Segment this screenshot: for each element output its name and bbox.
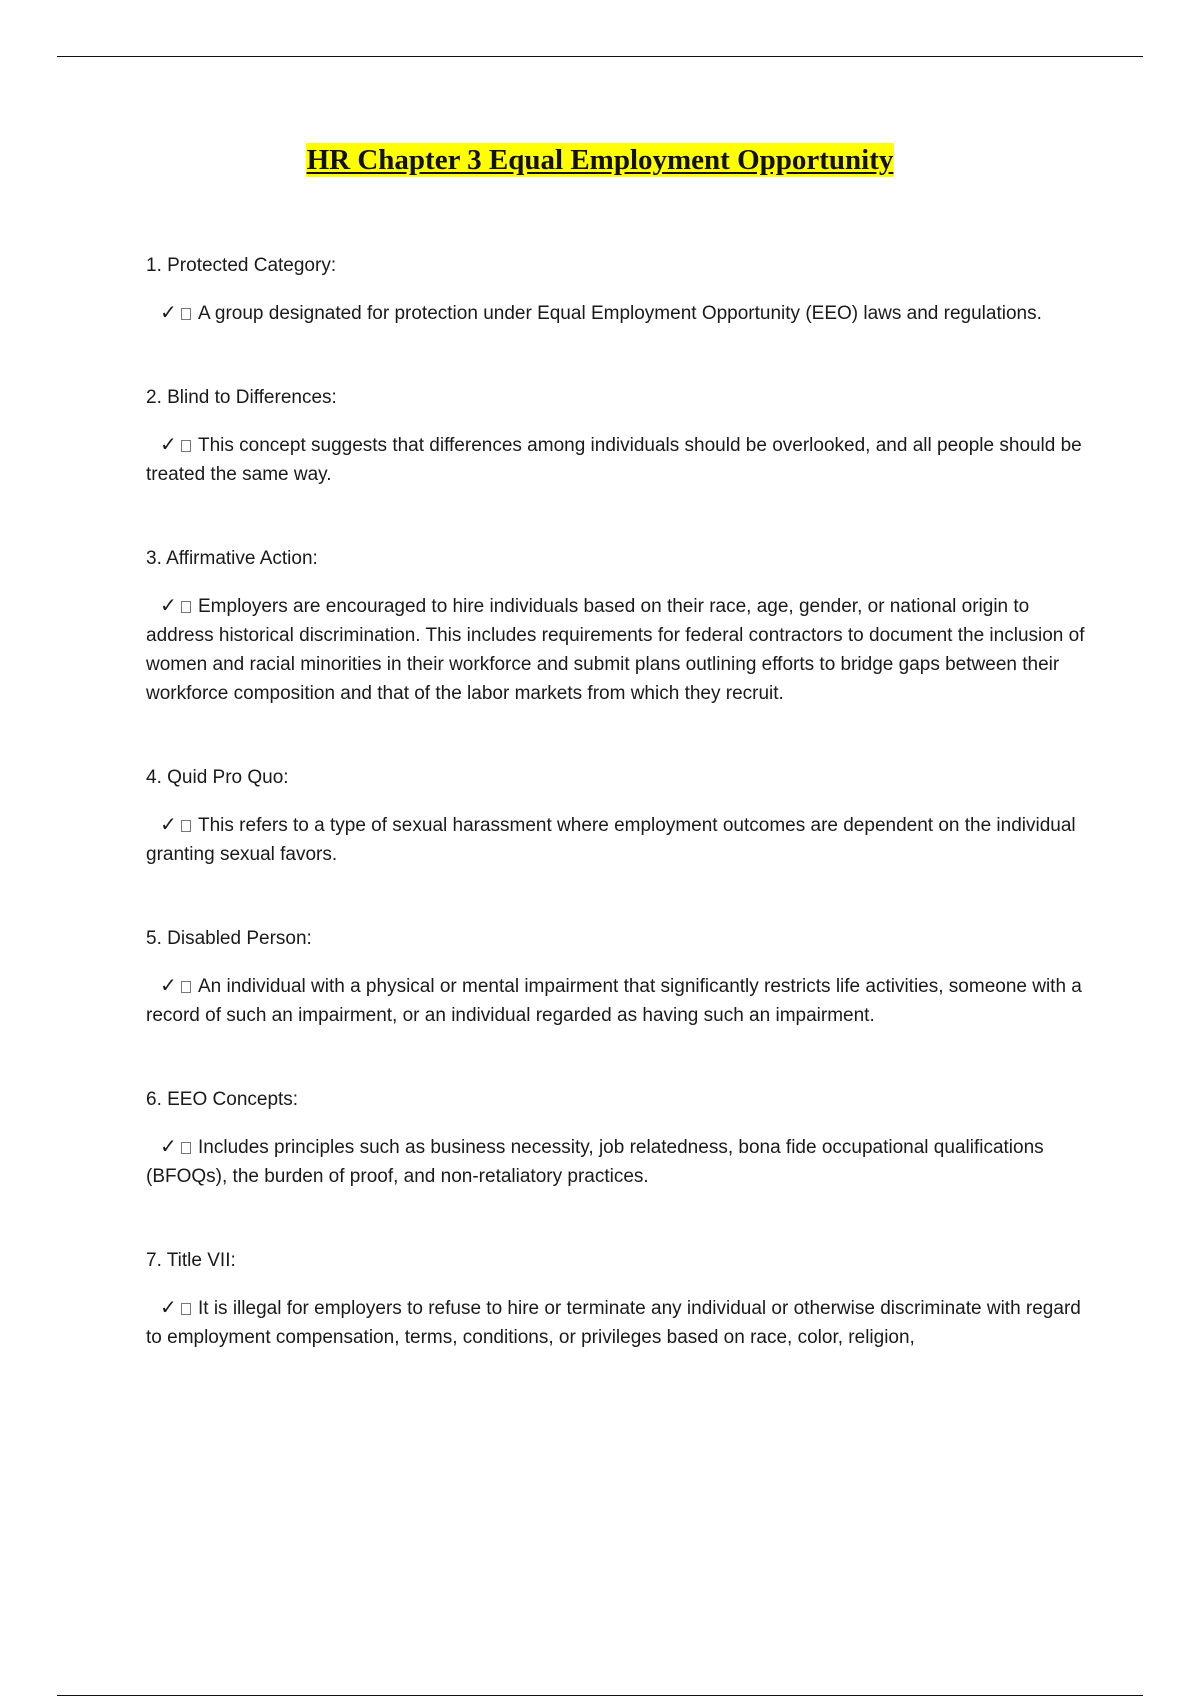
box-icon <box>181 1303 191 1315</box>
box-icon <box>181 1142 191 1154</box>
list-item <box>146 384 1096 489</box>
item-term: 3. Affirmative Action: <box>146 548 318 569</box>
footer-rule <box>57 1695 1143 1696</box>
item-definition-text: This concept suggests that differences among individuals should be overlooked, and all people should be treated the same way. <box>146 435 1082 485</box>
item-definition <box>146 810 1096 869</box>
item-definition <box>146 971 1096 1030</box>
item-definition <box>146 591 1096 708</box>
box-icon <box>181 820 191 832</box>
list-item <box>146 1086 1096 1191</box>
item-definition-text: A group designated for protection under Equal Employment Opportunity (EEO) laws and regulations. <box>198 303 1042 324</box>
check-icon: ✓ <box>160 300 177 324</box>
item-definition <box>146 298 1096 328</box>
check-icon: ✓ <box>160 973 177 997</box>
document-title: HR Chapter 3 Equal Employment Opportunity <box>306 144 894 176</box>
box-icon <box>181 308 191 320</box>
list-item <box>146 1247 1096 1352</box>
item-term: 6. EEO Concepts: <box>146 1089 299 1110</box>
title-container <box>0 143 1200 177</box>
check-icon: ✓ <box>160 812 177 836</box>
list-item <box>146 925 1096 1030</box>
check-icon: ✓ <box>160 432 177 456</box>
item-definition <box>146 1293 1096 1352</box>
check-icon: ✓ <box>160 1134 177 1158</box>
item-definition <box>146 1132 1096 1191</box>
item-term: 7. Title VII: <box>146 1250 236 1271</box>
item-term: 1. Protected Category: <box>146 255 337 276</box>
check-icon: ✓ <box>160 1295 177 1319</box>
box-icon <box>181 440 191 452</box>
header-rule <box>57 56 1143 57</box>
item-definition-text: Includes principles such as business necessity, job relatedness, bona fide occupational qualifications (BFOQs), the burden of proof, and non-retaliatory practices. <box>146 1137 1044 1187</box>
list-item <box>146 764 1096 869</box>
item-definition-text: It is illegal for employers to refuse to hire or terminate any individual or otherwise discriminate with regard to employment compensation, terms, conditions, or privileges based on race, color, religion, <box>146 1298 1081 1348</box>
list-item <box>146 545 1096 708</box>
list-item <box>146 252 1096 328</box>
item-definition-text: An individual with a physical or mental impairment that significantly restricts life activities, someone with a record of such an impairment, or an individual regarded as having such an impairment. <box>146 976 1082 1026</box>
check-icon: ✓ <box>160 593 177 617</box>
box-icon <box>181 601 191 613</box>
item-definition-text: Employers are encouraged to hire individuals based on their race, age, gender, or national origin to address historical discrimination. This includes requirements for federal contractors to document the inclusion of women and racial minorities in their workforce and submit plans outlining efforts to bridge gaps between their workforce composition and that of the labor markets from which they recruit. <box>146 596 1085 704</box>
item-term: 5. Disabled Person: <box>146 928 312 949</box>
item-definition-text: This refers to a type of sexual harassment where employment outcomes are dependent on the individual granting sexual favors. <box>146 815 1076 865</box>
item-definition <box>146 430 1096 489</box>
item-term: 4. Quid Pro Quo: <box>146 767 289 788</box>
items-list <box>146 252 1096 1408</box>
box-icon <box>181 981 191 993</box>
item-term: 2. Blind to Differences: <box>146 387 337 408</box>
